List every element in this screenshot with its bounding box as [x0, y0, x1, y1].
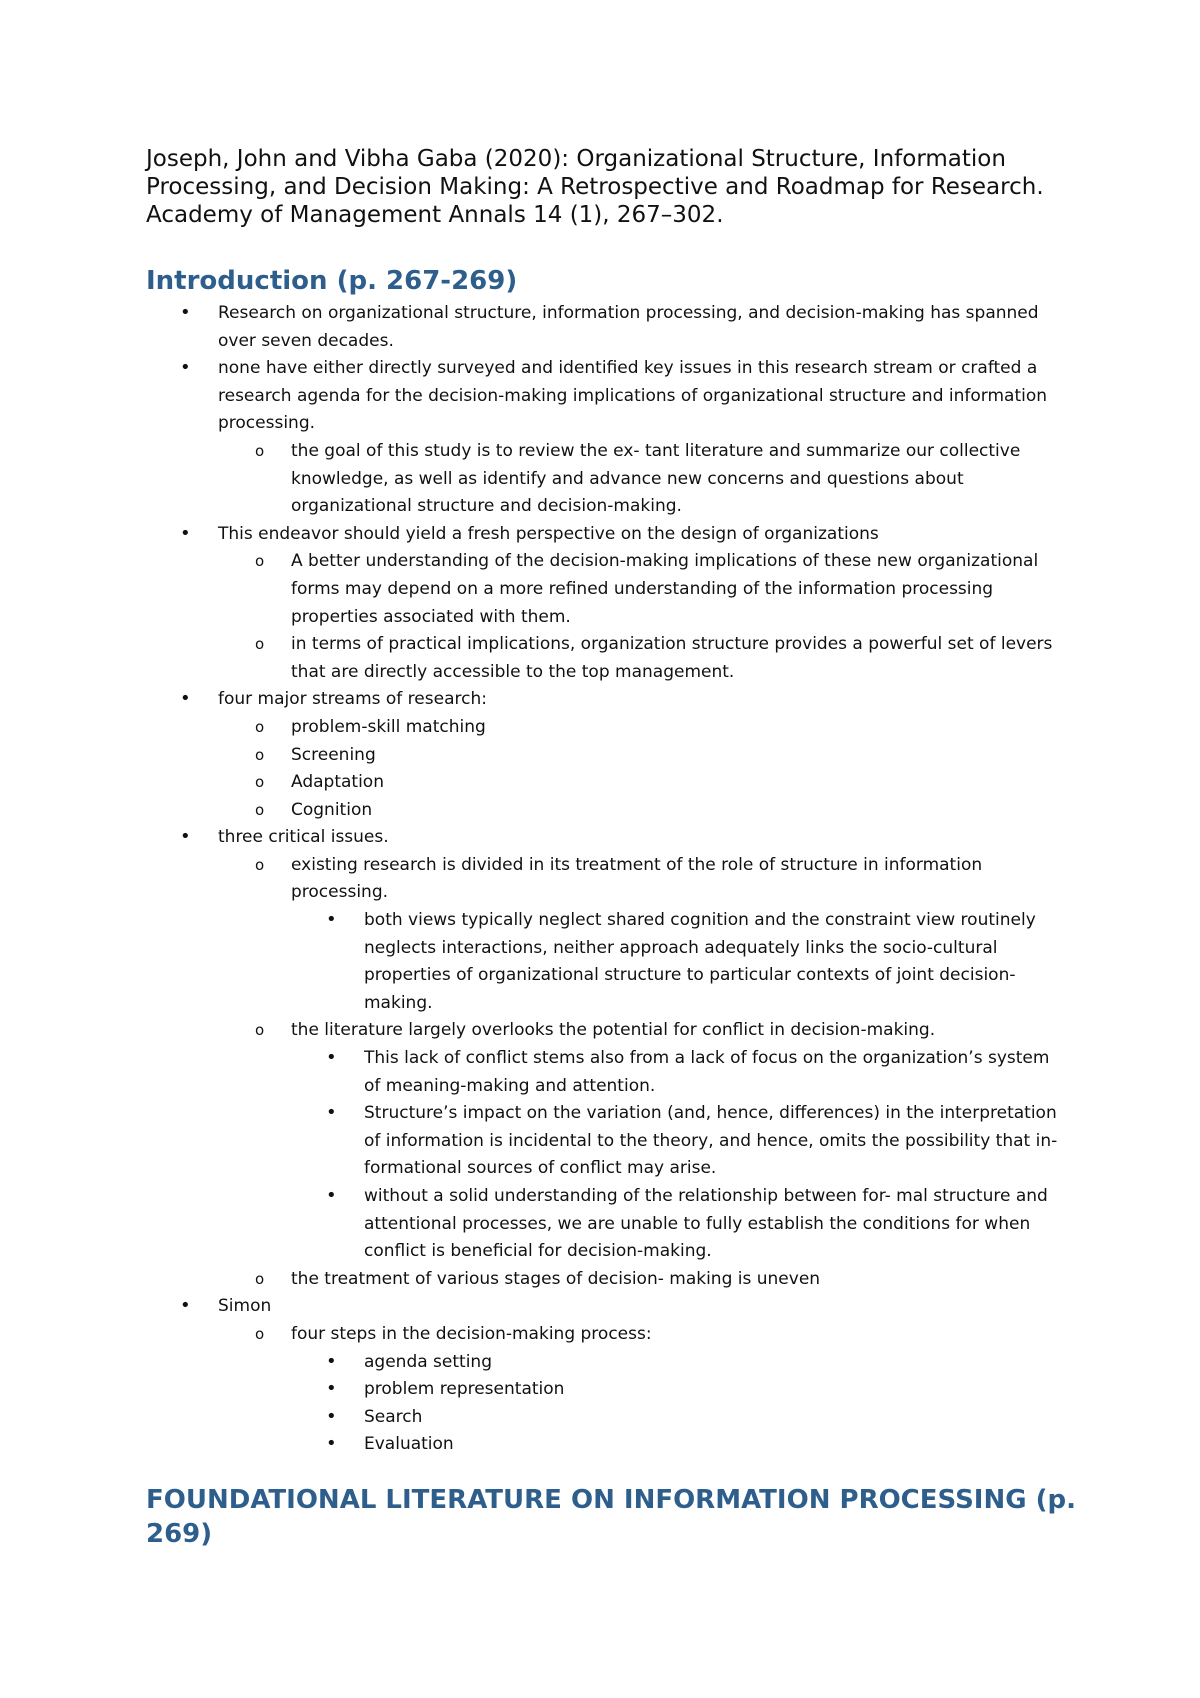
list-item-text: problem-skill matching: [291, 716, 486, 737]
list-item: [255, 548, 1061, 631]
bullet-icon: •: [326, 1433, 337, 1455]
list-item-text: none have either directly surveyed and identified key issues in this research stream or crafted a research agenda for the decision-making implications of organizational structure and information processing.: [218, 358, 1048, 434]
list-item-text: Adaptation: [291, 772, 384, 793]
list-item: [180, 1293, 1048, 1321]
list-item-text: A better understanding of the decision-making implications of these new organizational forms may depend on a more refined understanding of the information processing properties associated with them.: [291, 551, 1039, 627]
list-item-text: the treatment of various stages of decision- making is uneven: [291, 1268, 821, 1289]
list-item: [255, 797, 1061, 825]
bullet-icon: •: [326, 1350, 337, 1372]
list-item-text: Screening: [291, 744, 376, 765]
list-item-text: Simon: [218, 1296, 272, 1317]
list-item-text: without a solid understanding of the relationship between for- mal structure and attentional processes, we are unable to fully establish the conditions for when conflict is beneficial for decision-making.: [364, 1186, 1048, 1262]
circle-bullet-icon: o: [255, 800, 265, 819]
intro-content: [0, 300, 1200, 1459]
list-item: [255, 631, 1061, 686]
circle-bullet-icon: o: [255, 635, 265, 654]
list-item: [255, 742, 1061, 770]
circle-bullet-icon: o: [255, 745, 265, 764]
list-item-text: four major streams of research:: [218, 689, 487, 710]
list-item-text: Evaluation: [364, 1434, 454, 1455]
list-item: [255, 438, 1061, 521]
list-item-text: This lack of conflict stems also from a lack of focus on the organization’s system of meaning-making and attention.: [364, 1048, 1050, 1096]
bullet-icon: •: [326, 1378, 337, 1400]
list-item: [326, 1183, 1064, 1266]
list-item: [255, 769, 1061, 797]
list-item: [180, 521, 1048, 549]
foundational-heading: FOUNDATIONAL LITERATURE ON INFORMATION PROCESSING (p. 269): [146, 1485, 1077, 1549]
list-item: [326, 1100, 1064, 1183]
list-item-text: Structure’s impact on the variation (and, hence, differences) in the interpretation of information is incidental to the theory, and hence, omits the possibility that in- formational sources of conflict may arise.: [364, 1103, 1058, 1179]
citation: Joseph, John and Vibha Gaba (2020): Organizational Structure, Information Processing, and Decision Making: A Retrospective and Roadmap for Research. Academy of Management Annals 14 (1), 267–302.: [146, 146, 1044, 228]
intro-heading: Introduction (p. 267-269): [146, 266, 518, 296]
list-item-text: This endeavor should yield a fresh perspective on the design of organizations: [218, 523, 879, 544]
list-item: [255, 852, 1061, 907]
bullet-icon: •: [180, 522, 191, 544]
list-item-text: problem representation: [364, 1379, 565, 1400]
circle-bullet-icon: o: [255, 1324, 265, 1343]
list-item: [180, 824, 1048, 852]
list-item: [180, 355, 1048, 438]
bullet-icon: •: [180, 1295, 191, 1317]
list-item-text: the goal of this study is to review the ex- tant literature and summarize our collective knowledge, as well as identify and advance new concerns and questions about organizational structure and decision-making.: [291, 440, 1021, 517]
bullet-icon: •: [326, 1102, 337, 1124]
list-item: [326, 1045, 1064, 1100]
circle-bullet-icon: o: [255, 717, 265, 736]
list-item: [255, 1017, 1061, 1045]
list-item-text: Cognition: [291, 799, 373, 820]
list-item: [326, 1404, 1064, 1432]
list-item-text: Research on organizational structure, information processing, and decision-making has spanned over seven decades.: [218, 303, 1039, 351]
list-item-text: existing research is divided in its treatment of the role of structure in information processing.: [291, 854, 983, 903]
bullet-icon: •: [326, 1185, 337, 1206]
bullet-icon: •: [326, 1047, 337, 1069]
circle-bullet-icon: o: [255, 1269, 265, 1288]
list-item: [326, 1431, 1064, 1459]
circle-bullet-icon: o: [255, 855, 265, 874]
bullet-list: [0, 300, 1200, 1459]
list-item: [255, 1321, 1061, 1349]
list-item: [255, 1266, 1061, 1294]
list-item-text: both views typically neglect shared cognition and the constraint view routinely neglects interactions, neither approach adequately links the socio-cultural properties of organizational structure to particular contexts of joint decision-making.: [364, 910, 1036, 1013]
bullet-icon: •: [326, 909, 337, 931]
bullet-icon: •: [180, 688, 191, 710]
bullet-icon: •: [180, 357, 191, 379]
list-item-text: in terms of practical implications, organization structure provides a powerful set of levers that are directly accessible to the top management.: [291, 634, 1053, 682]
list-item: [326, 1349, 1064, 1377]
bullet-icon: •: [180, 302, 191, 323]
list-item-text: three critical issues.: [218, 827, 389, 848]
bullet-icon: •: [326, 1405, 337, 1427]
circle-bullet-icon: o: [255, 1021, 265, 1040]
circle-bullet-icon: o: [255, 773, 265, 792]
circle-bullet-icon: o: [255, 441, 265, 460]
list-item: [255, 714, 1061, 742]
list-item-text: agenda setting: [364, 1351, 492, 1372]
list-item: [180, 300, 1048, 355]
bullet-icon: •: [180, 826, 191, 848]
list-item-text: Search: [364, 1406, 423, 1427]
list-item-text: four steps in the decision-making process:: [291, 1323, 652, 1344]
list-item-text: the literature largely overlooks the potential for conflict in decision-making.: [291, 1020, 936, 1041]
list-item: [326, 1376, 1064, 1404]
list-item: [180, 686, 1048, 714]
list-item: [326, 907, 1064, 1017]
circle-bullet-icon: o: [255, 552, 265, 571]
